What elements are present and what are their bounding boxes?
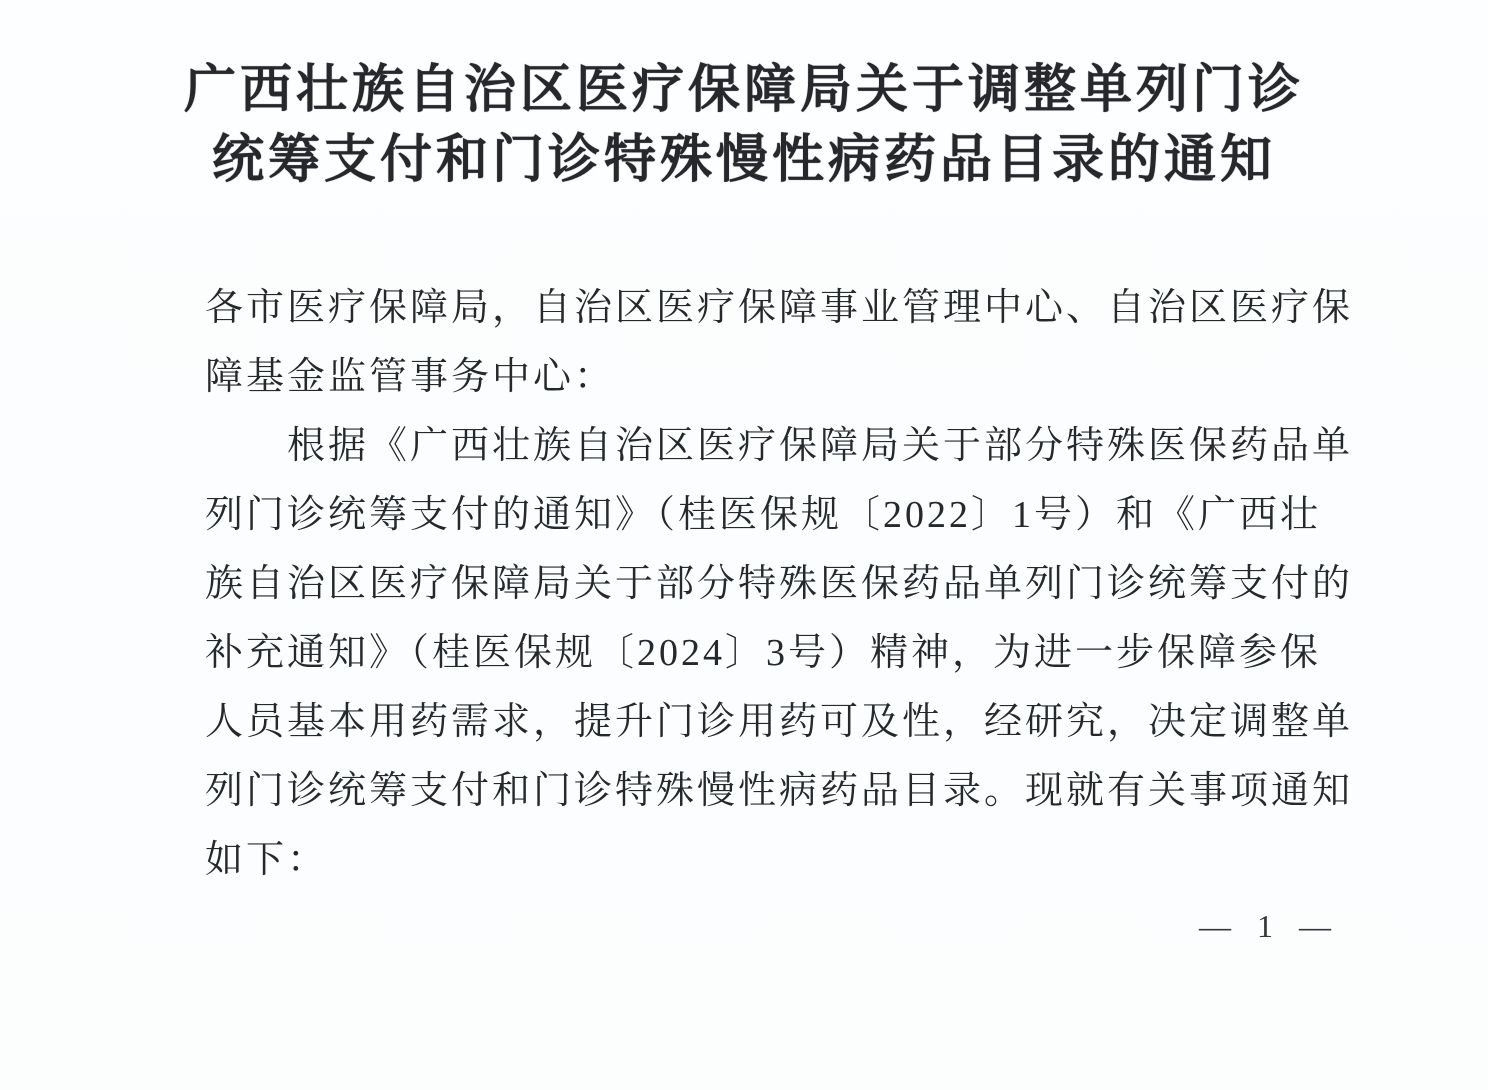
paragraph-line-5: 人员基本用药需求，提升门诊用药可及性，经研究，决定调整单: [205, 701, 1354, 743]
paragraph-line-7: 如下：: [205, 839, 329, 881]
paragraph-line-3: 族自治区医疗保障局关于部分特殊医保药品单列门诊统筹支付的: [205, 563, 1354, 605]
salutation-line-1: 各市医疗保障局，自治区医疗保障事业管理中心、自治区医疗保: [205, 287, 1354, 329]
document-body: [205, 274, 1370, 895]
title-line-1: 广西壮族自治区医疗保障局关于调整单列门诊: [183, 62, 1304, 119]
paragraph-line-6: 列门诊统筹支付和门诊特殊慢性病药品目录。现就有关事项通知: [205, 770, 1354, 812]
paragraph-line-2: 列门诊统筹支付的通知》（桂医保规〔2022〕1号）和《广西壮: [205, 494, 1322, 536]
salutation-line-2: 障基金监管事务中心：: [205, 356, 616, 398]
title-line-2: 统筹支付和门诊特殊慢性病药品目录的通知: [211, 132, 1276, 189]
paragraph-line-4: 补充通知》（桂医保规〔2024〕3号）精神，为进一步保障参保: [205, 632, 1322, 674]
page-number: — 1 —: [1199, 908, 1340, 944]
document-title: [0, 56, 1488, 196]
paragraph-line-1: 根据《广西壮族自治区医疗保障局关于部分特殊医保药品单: [287, 425, 1354, 467]
